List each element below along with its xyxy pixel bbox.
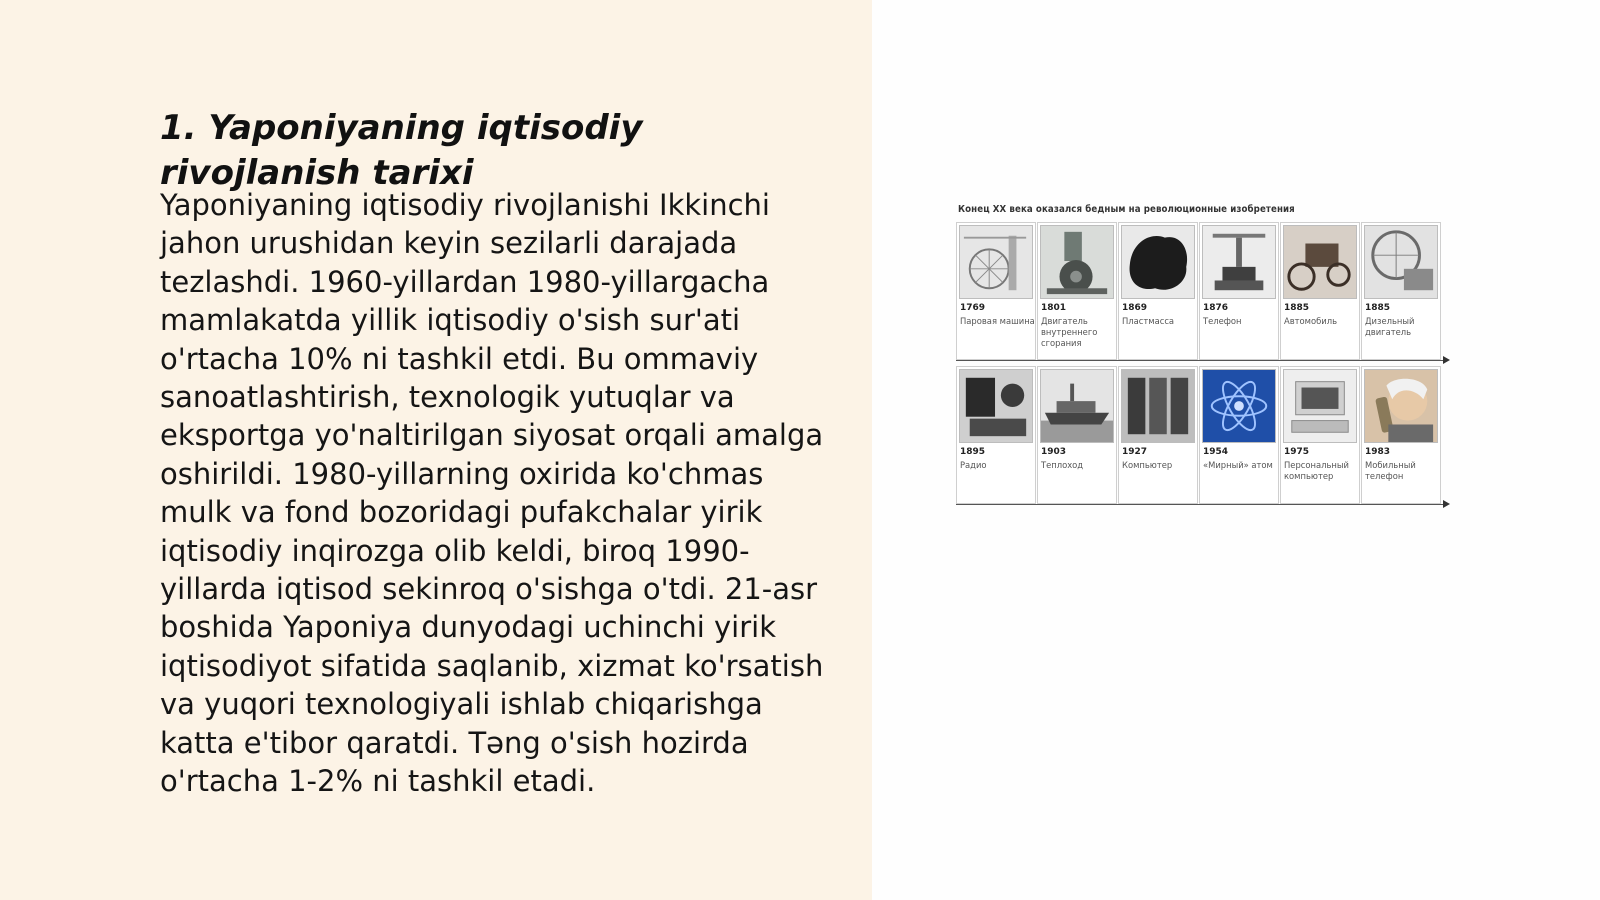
slide-title: 1. Yaponiyaning iqtisodiy rivojlanish tarixi — [160, 108, 643, 193]
invention-cell — [1361, 222, 1441, 360]
invention-cell — [1037, 222, 1117, 360]
automobile-icon — [1283, 225, 1357, 299]
invention-year: 1927 — [1122, 447, 1148, 457]
invention-year: 1975 — [1284, 447, 1310, 457]
personal-computer-icon — [1283, 369, 1357, 443]
invention-caption: Телефон — [1203, 316, 1242, 326]
timeline-axis-1 — [956, 360, 1444, 361]
invention-caption: Мобильный телефон — [1365, 460, 1416, 481]
arrow-right-icon — [1443, 500, 1450, 508]
plastic-icon — [1121, 225, 1195, 299]
telephone-icon — [1202, 225, 1276, 299]
invention-cell — [1361, 366, 1441, 504]
timeline-row-1 — [956, 222, 1444, 362]
timeline-axis-2 — [956, 504, 1444, 505]
diesel-engine-icon — [1364, 225, 1438, 299]
invention-caption: Радио — [960, 460, 987, 470]
mobile-phone-icon — [1364, 369, 1438, 443]
invention-caption: Дизельный двигатель — [1365, 316, 1415, 337]
invention-caption: Теплоход — [1041, 460, 1084, 470]
invention-year: 1801 — [1041, 303, 1067, 313]
invention-cell — [1118, 366, 1198, 504]
radio-icon — [959, 369, 1033, 443]
arrow-right-icon — [1443, 356, 1450, 364]
figure-title: Конец XX века оказался бедным на революционные изобретения — [958, 204, 1295, 215]
invention-caption: Пластмасса — [1122, 316, 1175, 326]
invention-caption: Автомобиль — [1284, 316, 1338, 326]
invention-cell — [1280, 366, 1360, 504]
steam-engine-icon — [959, 225, 1033, 299]
motor-ship-icon — [1040, 369, 1114, 443]
invention-year: 1983 — [1365, 447, 1391, 457]
computer-icon — [1121, 369, 1195, 443]
invention-cell — [956, 222, 1036, 360]
invention-year: 1869 — [1122, 303, 1148, 313]
invention-caption: «Мирный» атом — [1203, 460, 1273, 470]
invention-cell — [1118, 222, 1198, 360]
invention-cell — [1199, 366, 1279, 504]
invention-cell — [1037, 366, 1117, 504]
invention-caption: Двигатель внутреннего сгорания — [1041, 316, 1098, 348]
invention-year: 1895 — [960, 447, 986, 457]
combustion-engine-icon — [1040, 225, 1114, 299]
invention-cell — [1199, 222, 1279, 360]
invention-caption: Персональный компьютер — [1284, 460, 1349, 481]
timeline-row-2 — [956, 366, 1444, 506]
invention-year: 1954 — [1203, 447, 1229, 457]
slide-body-text: Yaponiyaning iqtisodiy rivojlanishi Ikkinchi jahon urushidan keyin sezilarli darajada tezlashdi. 1960-yillardan 1980-yillargacha mamlakatda yillik iqtisodiy o'sish sur'ati o'rtacha 10% ni tashkil etdi. Bu ommaviy sanoatlashtirish, texnologik yutuqlar va eksportga yo'naltirilgan siyosat orqali amalga oshirildi. 1980-yillarning oxirida ko'chmas mulk va fond bozoridagi pufakchalar yirik iqtisodiy inqirozga olib keldi, biroq 1990-yillarda iqtisod sekinroq o'sishga o'tdi. 21-asr boshida Yaponiya dunyodagi uchinchi yirik iqtisodiyot sifatida saqlanib, xizmat ko'rsatish va yuqori texnologiyali ishlab chiqarishga katta e'tibor qaratdi. Təng o'sish hozirda o'rtacha 1-2% ni tashkil etadi. — [160, 188, 824, 799]
invention-year: 1876 — [1203, 303, 1229, 313]
atom-icon — [1202, 369, 1276, 443]
invention-caption: Компьютер — [1122, 460, 1173, 470]
invention-year: 1885 — [1284, 303, 1310, 313]
invention-year: 1769 — [960, 303, 986, 313]
invention-year: 1903 — [1041, 447, 1067, 457]
inventions-timeline-figure — [956, 204, 1446, 514]
invention-cell — [956, 366, 1036, 504]
invention-year: 1885 — [1365, 303, 1391, 313]
invention-caption: Паровая машина — [960, 316, 1035, 326]
invention-cell — [1280, 222, 1360, 360]
